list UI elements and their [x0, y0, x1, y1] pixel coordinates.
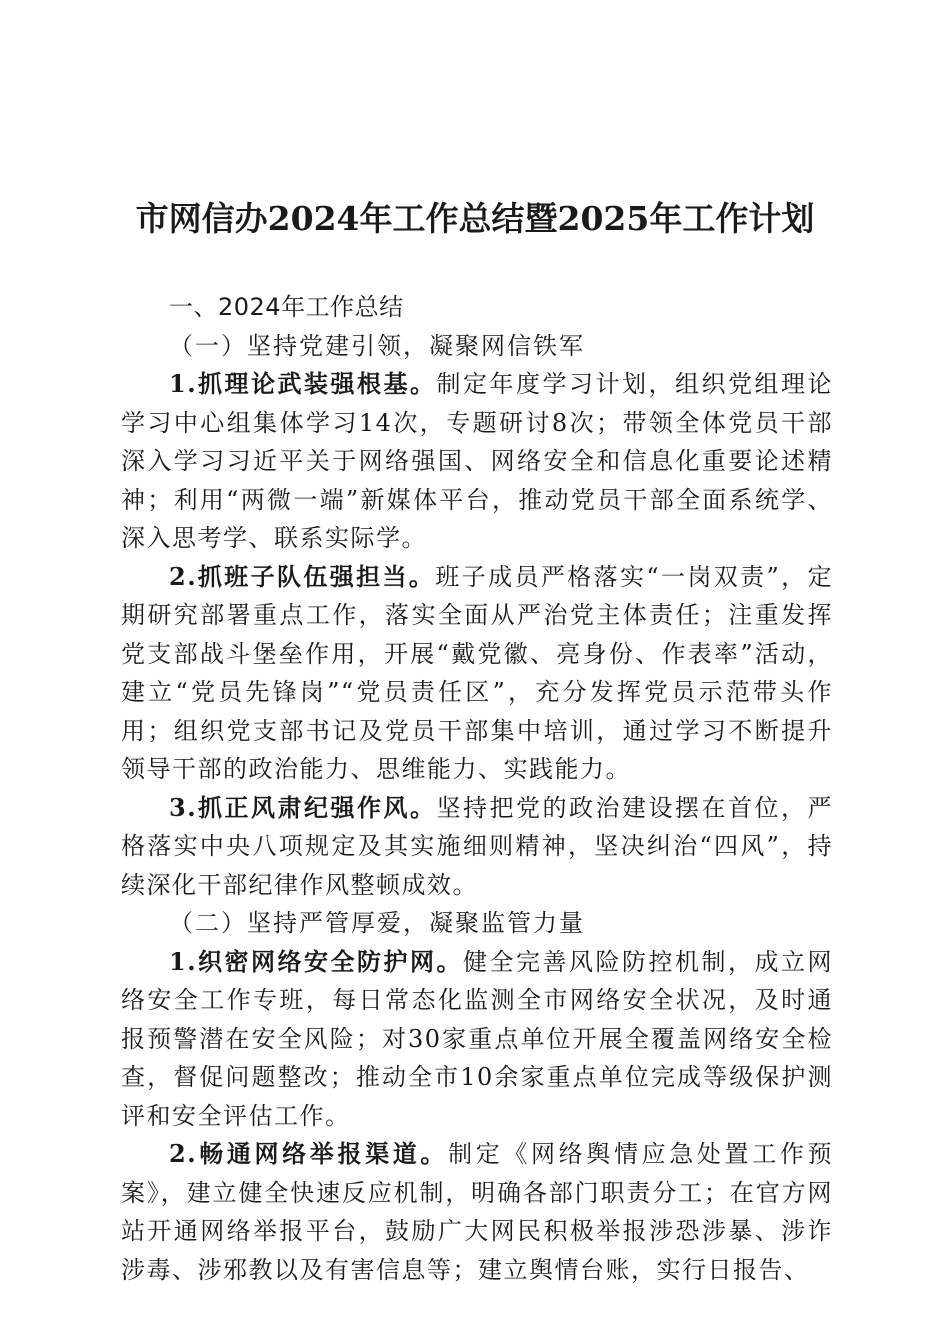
paragraph-text: 制定年度学习计划，组织党组理论学习中心组集体学习14次，专题研讨8次；带领全体党员干部深入学习习近平关于网络强国、网络安全和信息化重要论述精神；利用“两微一端”新媒体平台，推动党员干部全面系统学、深入思考学、联系实际学。: [121, 370, 833, 552]
paragraph-text: 坚持把党的政治建设摆在首位，严格落实中央八项规定及其实施细则精神，坚决纠治“四风”，持续深化干部纪律作风整顿成效。: [121, 793, 833, 899]
document-body: [121, 288, 833, 1289]
paragraph-lead: 2.畅通网络举报渠道。: [169, 1139, 449, 1168]
section-heading-summary: 一、2024年工作总结: [169, 293, 404, 321]
paragraph-text: 制定《网络舆情应急处置工作预案》，建立健全快速反应机制，明确各部门职责分工；在官方网站开通网络举报平台，鼓励广大网民积极举报涉恐涉暴、涉诈涉毒、涉邪教以及有害信息等；建立舆情台账，实行日报告、: [121, 1140, 834, 1284]
paragraph-lead: 1.抓理论武装强根基。: [169, 369, 437, 398]
subsection-heading-party-building: （一）坚持党建引领，凝聚网信铁军: [169, 331, 585, 360]
paragraph-text: 健全完善风险防控机制，成立网络安全工作专班，每日常态化监测全市网络安全状况，及时通报预警潜在安全风险；对30家重点单位开展全覆盖网络安全检查，督促问题整改；推动全市10余家重点单位完成等级保护测评和安全评估工作。: [121, 947, 833, 1130]
paragraph-discipline: [121, 789, 833, 905]
paragraph-text: 班子成员严格落实“一岗双责”，定期研究部署重点工作，落实全面从严治党主体责任；注重发挥党支部战斗堡垒作用，开展“戴党徽、亮身份、作表率”活动，建立“党员先锋岗”“党员责任区”，充分发挥党员示范带头作用；组织党支部书记及党员干部集中培训，通过学习不断提升领导干部的政治能力、思维能力、实践能力。: [121, 562, 833, 783]
paragraph-lead: 3.抓正风肃纪强作风。: [169, 792, 437, 822]
subsection-heading-supervision: （二）坚持严管厚爱，凝聚监管力量: [169, 909, 585, 937]
document-title: 市网信办2024年工作总结暨2025年工作计划: [135, 199, 815, 238]
paragraph-lead: 1.织密网络安全防护网。: [169, 946, 464, 976]
paragraph-theory-study: [121, 365, 833, 558]
paragraph-lead: 2.抓班子队伍强担当。: [169, 561, 436, 591]
paragraph-team-building: [121, 558, 833, 789]
paragraph-reporting-channels: [121, 1135, 833, 1289]
paragraph-network-security: [121, 943, 833, 1136]
